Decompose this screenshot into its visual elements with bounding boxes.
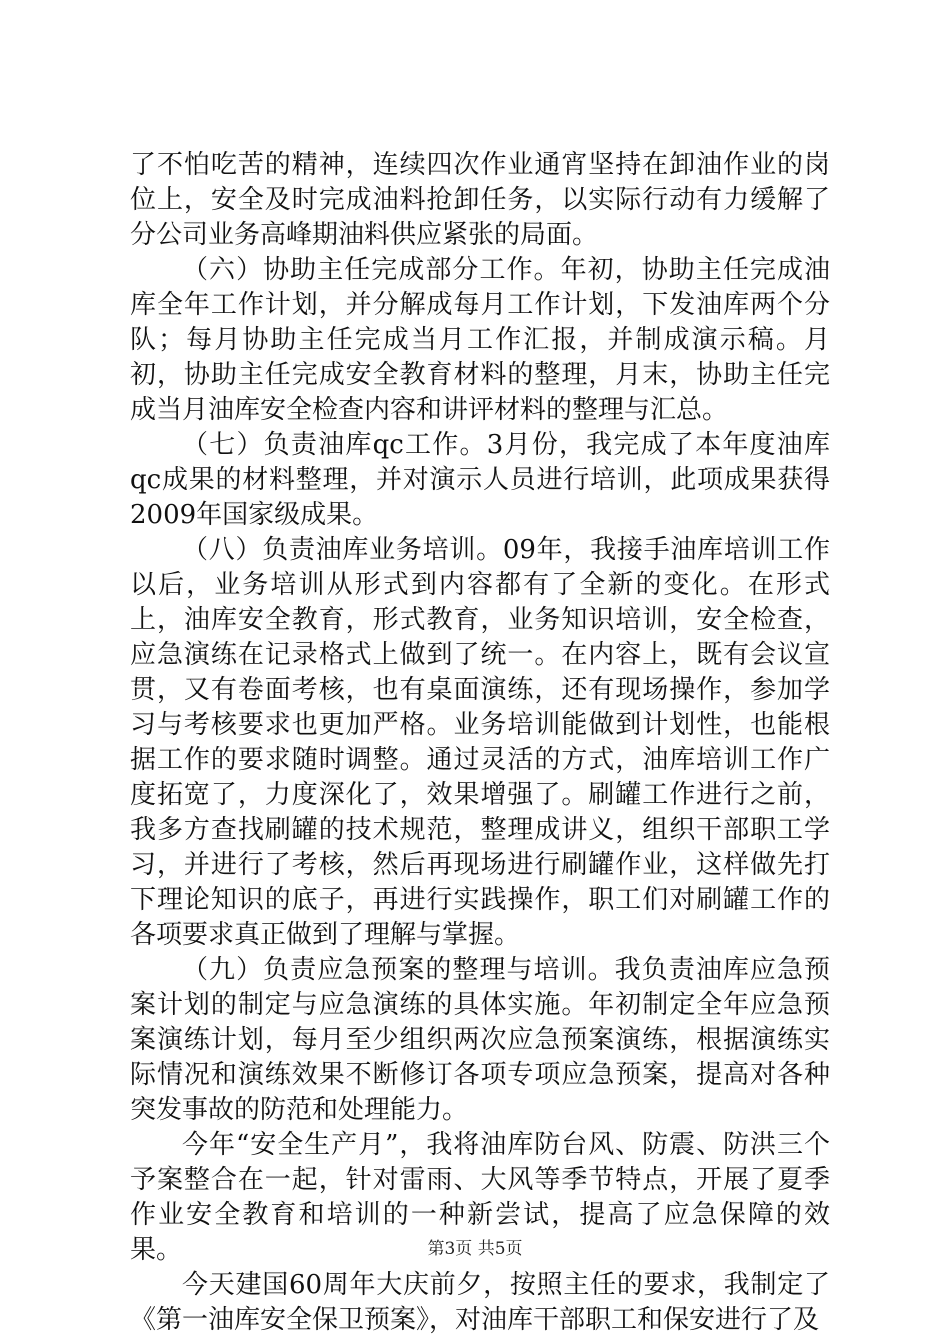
paragraph-anniversary: 今天建国60周年大庆前夕，按照主任的要求，我制定了《第一油库安全保卫预案》，对油库干部职工和保安进行了及 bbox=[130, 1270, 830, 1335]
paragraph-continuation: 了不怕吃苦的精神，连续四次作业通宵坚持在卸油作业的岗位上，安全及时完成油料抢卸任务，以实际行动有力缓解了分公司业务高峰期油料供应紧张的局面。 bbox=[130, 150, 830, 250]
paragraph-section-6: （六）协助主任完成部分工作。年初，协助主任完成油库全年工作计划，并分解成每月工作计划，下发油库两个分队；每月协助主任完成当月工作汇报，并制成演示稿。月初，协助主任完成安全教育材料的整理，月末，协助主任完成当月油库安全检查内容和讲评材料的整理与汇总。 bbox=[130, 255, 830, 425]
page-footer: 第3页 共5页 bbox=[427, 1239, 523, 1259]
paragraph-safety-month: 今年“安全生产月”，我将油库防台风、防震、防洪三个予案整合在一起，针对雷雨、大风等季节特点，开展了夏季作业安全教育和培训的一种新尝试，提高了应急保障的效果。 bbox=[130, 1130, 830, 1265]
document-body bbox=[130, 148, 830, 1338]
paragraph-section-8: （八）负责油库业务培训。09年，我接手油库培训工作以后，业务培训从形式到内容都有了全新的变化。在形式上，油库安全教育，形式教育，业务知识培训，安全检查，应急演练在记录格式上做到了统一。在内容上，既有会议宣贯，又有卷面考核，也有桌面演练，还有现场操作，参加学习与考核要求也更加严格。业务培训能做到计划性，也能根据工作的要求随时调整。通过灵活的方式，油库培训工作广度拓宽了，力度深化了，效果增强了。刷罐工作进行之前，我多方查找刷罐的技术规范，整理成讲义，组织干部职工学习，并进行了考核，然后再现场进行刷罐作业，这样做先打下理论知识的底子，再进行实践操作，职工们对刷罐工作的各项要求真正做到了理解与掌握。 bbox=[130, 535, 830, 950]
paragraph-section-7: （七）负责油库qc工作。3月份，我完成了本年度油库qc成果的材料整理，并对演示人员进行培训，此项成果获得2009年国家级成果。 bbox=[130, 430, 830, 530]
paragraph-section-9: （九）负责应急预案的整理与培训。我负责油库应急预案计划的制定与应急演练的具体实施。年初制定全年应急预案演练计划，每月至少组织两次应急预案演练，根据演练实际情况和演练效果不断修订各项专项应急预案，提高对各种突发事故的防范和处理能力。 bbox=[130, 955, 830, 1125]
